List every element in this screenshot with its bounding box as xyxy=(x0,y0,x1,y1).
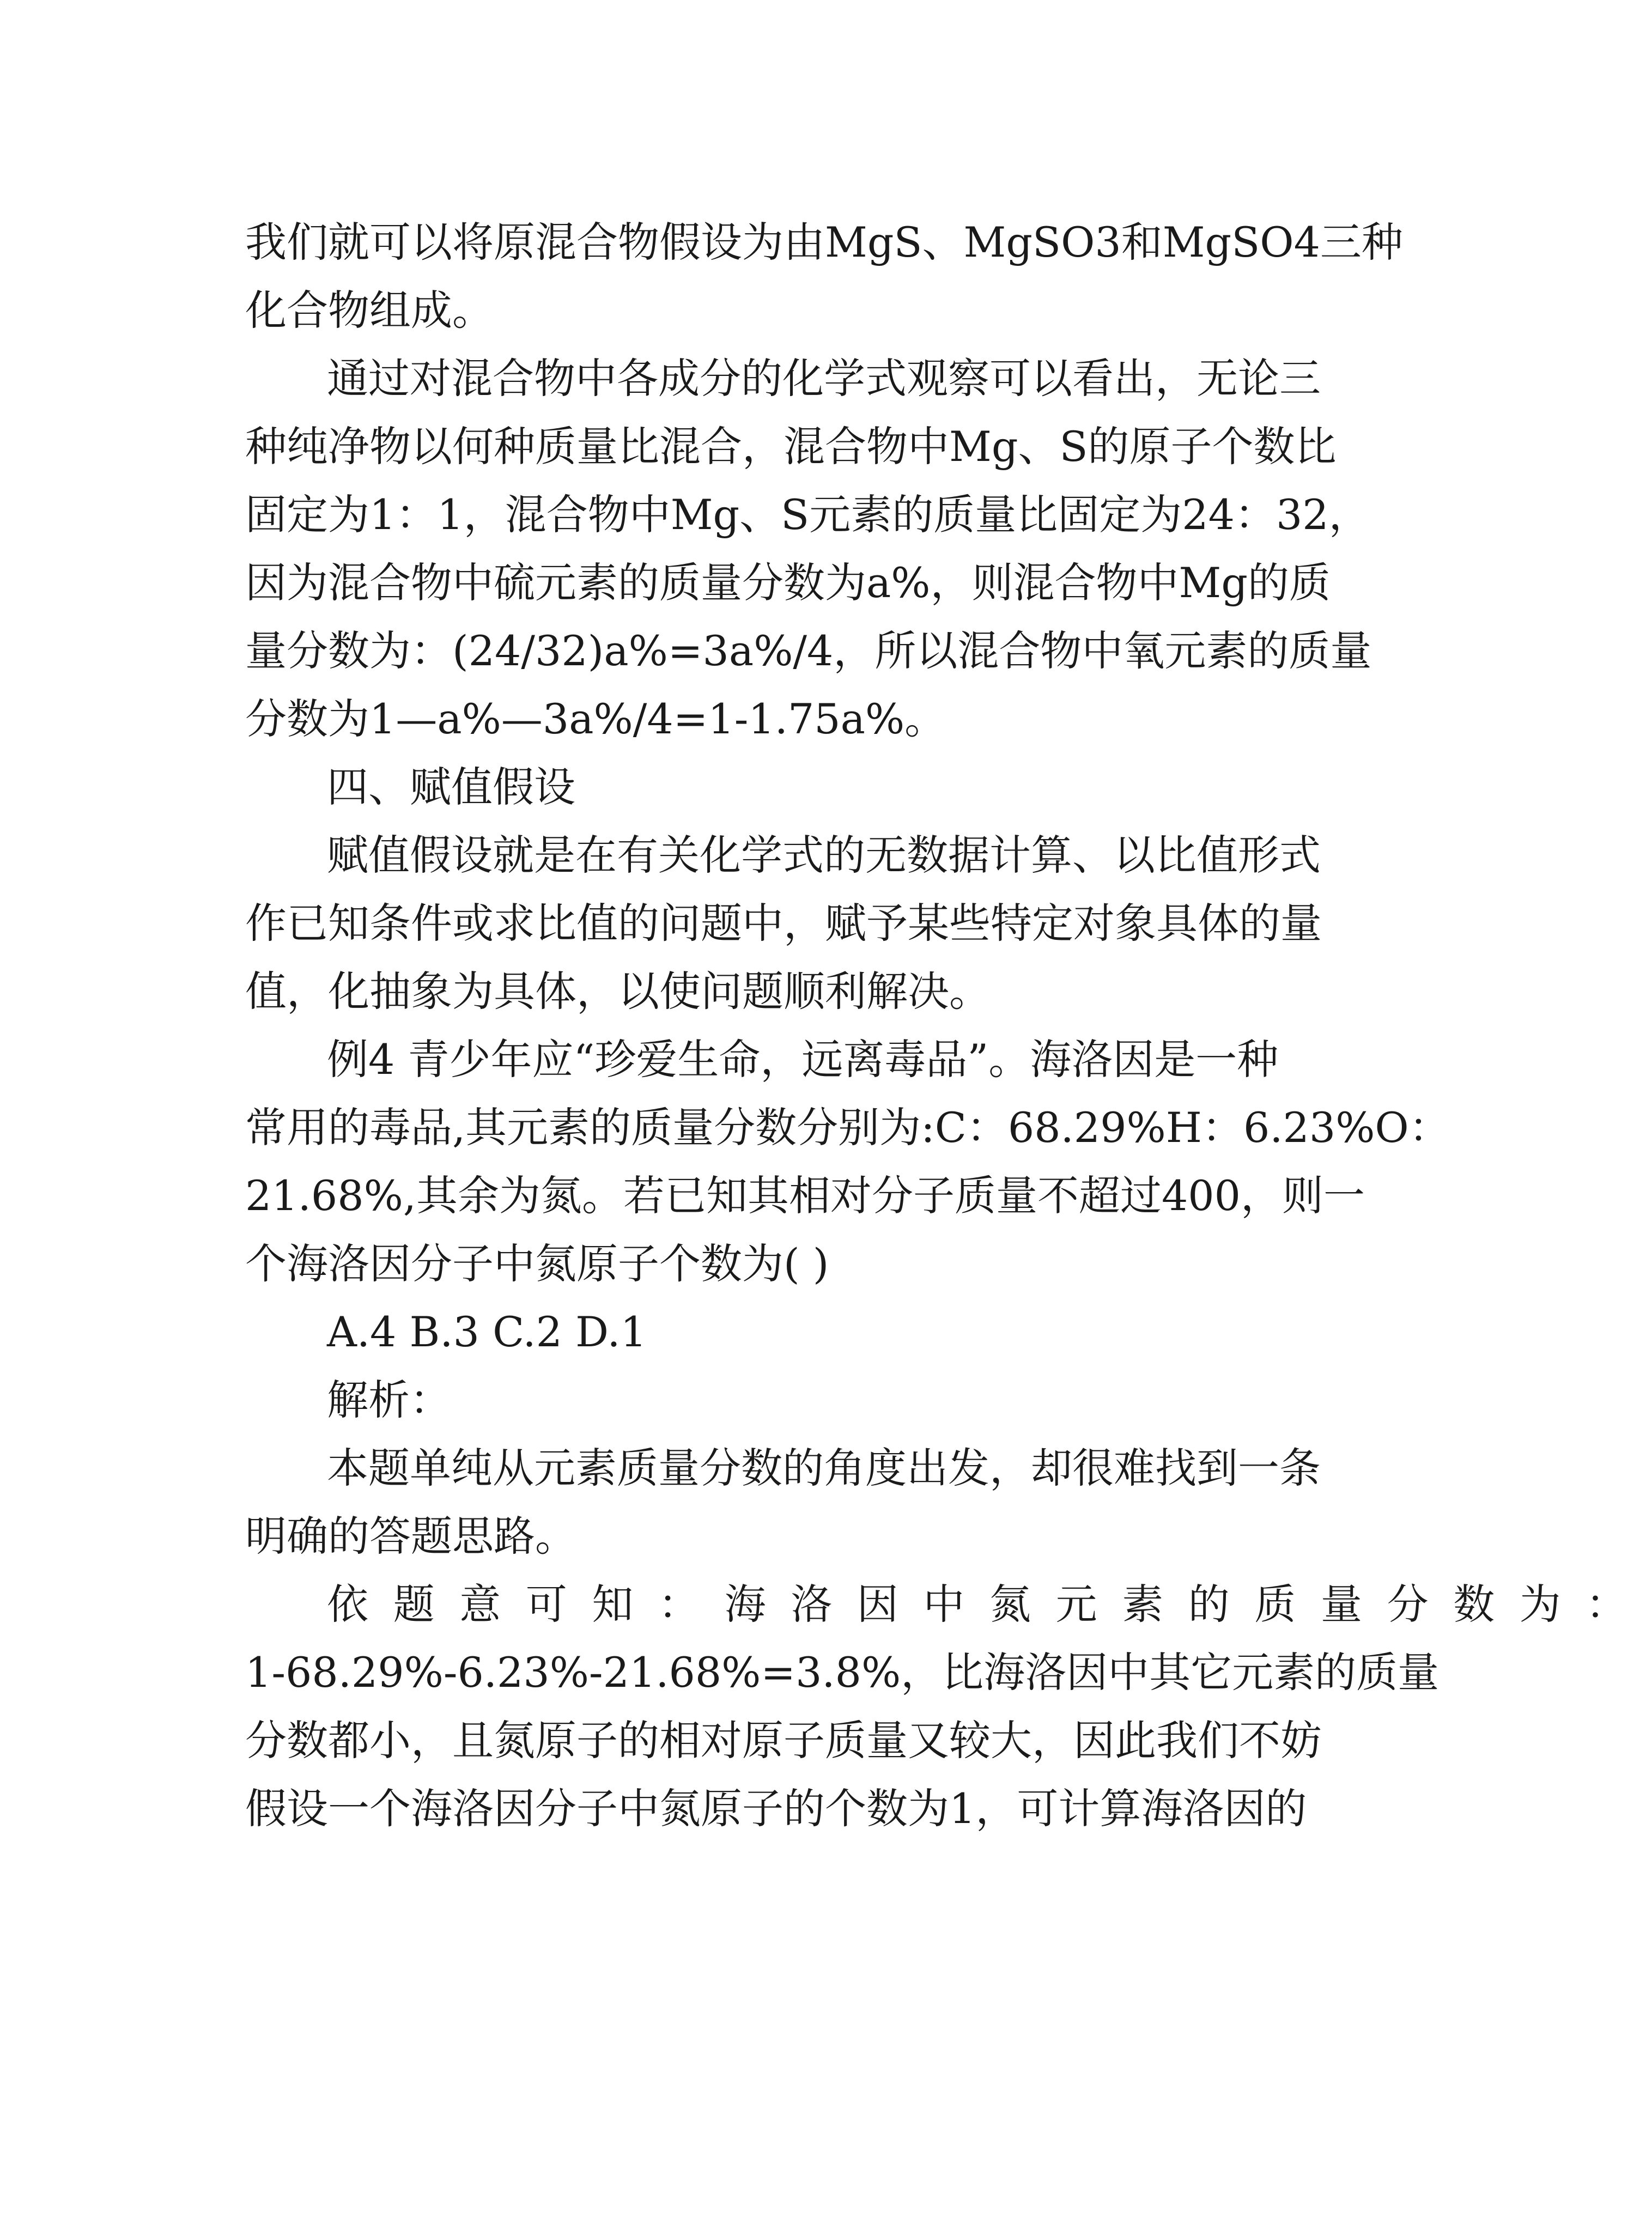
text-line: 个海洛因分子中氮原子个数为( ) xyxy=(245,1239,829,1288)
answer-options: A.4 B.3 C.2 D.1 xyxy=(327,1308,647,1356)
text-line: 因为混合物中硫元素的质量分数为a%，则混合物中Mg的质 xyxy=(245,558,1331,607)
text-line: 固定为1：1，混合物中Mg、S元素的质量比固定为24：32， xyxy=(245,490,1370,539)
text-line: 假设一个海洛因分子中氮原子的个数为1，可计算海洛因的 xyxy=(245,1784,1307,1833)
section-heading: 四、赋值假设 xyxy=(327,763,575,811)
analysis-label: 解析： xyxy=(327,1376,451,1424)
text-line: 依题意可知：海洛因中氮元素的质量分数为： xyxy=(327,1580,1652,1629)
text-line: 分数都小，且氮原子的相对原子质量又较大，因此我们不妨 xyxy=(245,1716,1322,1765)
text-line: 量分数为：(24/32)a%=3a%/4，所以混合物中氧元素的质量 xyxy=(245,627,1372,675)
text-line: 化合物组成。 xyxy=(245,286,494,335)
text-line: 本题单纯从元素质量分数的角度出发，却很难找到一条 xyxy=(327,1444,1321,1492)
text-line: 值，化抽象为具体，以使问题顺利解决。 xyxy=(245,967,991,1016)
text-line: 分数为1—a%—3a%/4=1-1.75a%。 xyxy=(245,695,946,743)
text-line: 种纯净物以何种质量比混合，混合物中Mg、S的原子个数比 xyxy=(245,422,1337,471)
text-line: 赋值假设就是在有关化学式的无数据计算、以比值形式 xyxy=(327,831,1321,879)
text-line: 作已知条件或求比值的问题中，赋予某些特定对象具体的量 xyxy=(245,899,1322,947)
text-line: 我们就可以将原混合物假设为由MgS、MgSO3和MgSO4三种 xyxy=(245,218,1403,266)
text-line: 常用的毒品,其元素的质量分数分别为:C：68.29%H：6.23%O： xyxy=(245,1103,1450,1152)
text-line: 通过对混合物中各成分的化学式观察可以看出，无论三 xyxy=(327,354,1321,403)
text-line: 例4 青少年应“珍爱生命，远离毒品”。海洛因是一种 xyxy=(327,1035,1279,1084)
text-line: 21.68%,其余为氮。若已知其相对分子质量不超过400，则一 xyxy=(245,1171,1365,1220)
text-line: 明确的答题思路。 xyxy=(245,1512,576,1560)
text-line: 1-68.29%-6.23%-21.68%=3.8%，比海洛因中其它元素的质量 xyxy=(245,1648,1440,1697)
